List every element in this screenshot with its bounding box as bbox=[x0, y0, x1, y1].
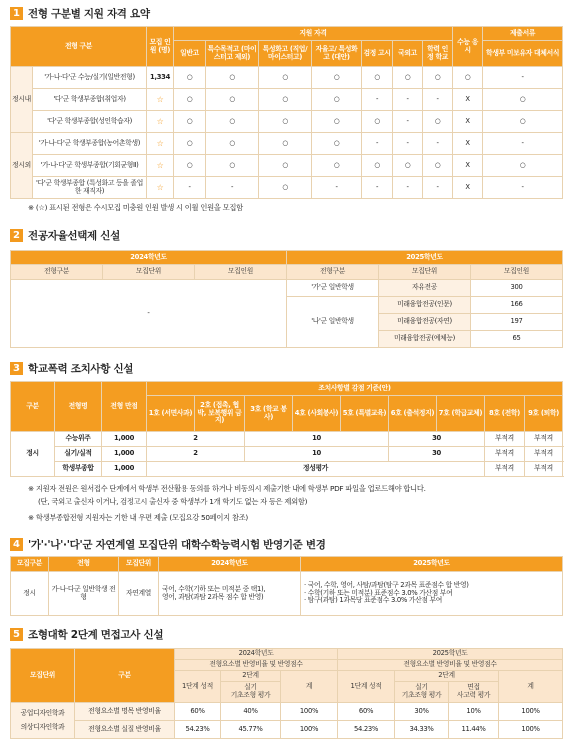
value: 10% bbox=[449, 703, 499, 721]
unit: 미래융합전공(예체능) bbox=[379, 331, 471, 348]
deduction: 부적격 bbox=[525, 432, 563, 447]
qualification-table bbox=[10, 26, 563, 199]
col-header-main: 실기 bbox=[415, 683, 428, 692]
col-header bbox=[395, 682, 449, 703]
cell: ○ bbox=[206, 67, 259, 89]
col-header-main: 면접 bbox=[467, 683, 480, 692]
header-sub: 5호 (특별교육) bbox=[341, 396, 389, 432]
cell: ○ bbox=[259, 133, 312, 155]
cell: - bbox=[423, 133, 453, 155]
year-header: 2024학년도 bbox=[175, 649, 338, 660]
cell: ○ bbox=[174, 67, 206, 89]
section-title: 전형 구분별 지원 자격 요약 bbox=[28, 8, 150, 20]
header-criteria: 조치사항별 감점 기준(안) bbox=[147, 382, 563, 396]
col-header: 모집단위 bbox=[119, 557, 159, 572]
cell: ○ bbox=[174, 89, 206, 111]
cell: ○ bbox=[362, 67, 393, 89]
group-label: 정시외 bbox=[11, 133, 33, 199]
note: (단, 국외고 출신자 이거나, 검정고시 출신자 중 학생부가 1개 학기도 없는 자 등은 제외함) bbox=[38, 497, 308, 506]
table-row bbox=[11, 111, 563, 133]
unit: 자유전공 bbox=[379, 280, 471, 297]
col-header: 모집구분 bbox=[11, 557, 49, 572]
cell: ○ bbox=[312, 133, 362, 155]
cell: - bbox=[483, 177, 563, 199]
value: 34.33% bbox=[395, 721, 449, 739]
table-row bbox=[11, 432, 563, 447]
interview-table bbox=[10, 648, 563, 739]
unit: 미래융합전공(인문) bbox=[379, 297, 471, 314]
col-header-sub: 사고력 평가 bbox=[456, 691, 491, 699]
full-score: 1,000 bbox=[102, 432, 147, 447]
count: 300 bbox=[471, 280, 563, 297]
note: ※ 지원자 전원은 원서접수 단계에서 학생부 전산활용 동의를 하거나 비동의시 제출기한 내에 학생부 PDF 파일을 업로드해야 합니다. bbox=[28, 484, 426, 493]
header-full: 전형 만점 bbox=[102, 382, 147, 432]
cell: ○ bbox=[312, 155, 362, 177]
quota: ☆ bbox=[147, 177, 174, 199]
deduction: 부적격 bbox=[485, 462, 525, 477]
value: 45.77% bbox=[221, 721, 281, 739]
cell: ○ bbox=[423, 155, 453, 177]
deduction: 부적격 bbox=[485, 447, 525, 462]
cell: X bbox=[453, 89, 483, 111]
section-title: '가'·'나'·'다'군 자연계열 모집단위 대학수학능력시험 반영기준 변경 bbox=[28, 539, 326, 551]
rule-line: · 국어, 수학, 영어, 사탐/과탐(탐구 2과목 표준점수 합 반영) bbox=[304, 580, 469, 589]
col-header: 모집인원 bbox=[471, 265, 563, 280]
cell: - bbox=[362, 177, 393, 199]
cell: ○ bbox=[206, 133, 259, 155]
ratio-header: 전형요소별 반영비율 및 반영점수 bbox=[338, 660, 563, 671]
rule-line: · 탐구(과탐) 1과목당 표준점수 3.0% 가산점 부여 bbox=[304, 596, 443, 605]
unit: 미래융합전공(자연) bbox=[379, 314, 471, 331]
table-row bbox=[11, 67, 563, 89]
note: ※ 학생부종합전형 지원자는 기한 내 우편 제출 (모집요강 50페이지 참조) bbox=[28, 513, 248, 522]
value: 54.23% bbox=[338, 721, 395, 739]
table-row bbox=[11, 133, 563, 155]
csat-table bbox=[10, 556, 563, 616]
header-sub: 특성화고 (직업/ 마이스터고) bbox=[259, 41, 312, 67]
header-sub: 4호 (사회봉사) bbox=[293, 396, 341, 432]
cell: ○ bbox=[423, 67, 453, 89]
section-number: 3 bbox=[10, 362, 23, 375]
header-csat: 수능 응시 bbox=[453, 27, 483, 67]
rule-2024 bbox=[159, 572, 301, 616]
cell: ○ bbox=[259, 177, 312, 199]
col-header-sub: 기초조형 평가 bbox=[230, 691, 271, 699]
type-name: '가·나·다'군 학생부종합(기회균형Ⅱ) bbox=[33, 155, 147, 177]
rule-2025 bbox=[301, 572, 563, 616]
section-title: 학교폭력 조치사항 신설 bbox=[28, 363, 134, 375]
col-header bbox=[221, 682, 281, 703]
rule-line: · 수학(기하 또는 미적분) 표준점수 3.0% 가산점 부여 bbox=[304, 588, 453, 597]
value: 30% bbox=[395, 703, 449, 721]
empty-2024: - bbox=[11, 280, 287, 348]
cell: - bbox=[393, 111, 423, 133]
row-label: 전형요소별 실질 반영비율 bbox=[75, 721, 175, 739]
section-number: 2 bbox=[10, 229, 23, 242]
col-header: 2025학년도 bbox=[301, 557, 563, 572]
cell: ○ bbox=[312, 89, 362, 111]
cell: - bbox=[423, 177, 453, 199]
unit-name: 공업디자인학과 bbox=[20, 708, 65, 717]
quota: 1,334 bbox=[147, 67, 174, 89]
type-name: '가·나·다'군 수능/실기(일반전형) bbox=[33, 67, 147, 89]
cell: ○ bbox=[393, 67, 423, 89]
cell: ○ bbox=[483, 155, 563, 177]
row-label: 전형요소별 명목 반영비율 bbox=[75, 703, 175, 721]
deduction: 2 bbox=[147, 447, 245, 462]
header-sub: 학력 인정 학교 bbox=[423, 41, 453, 67]
section-number: 5 bbox=[10, 628, 23, 641]
cell: - bbox=[312, 177, 362, 199]
cell: ○ bbox=[362, 155, 393, 177]
value: 60% bbox=[175, 703, 221, 721]
header-sub: 2호 (접촉, 협박, 보복행위 금지) bbox=[195, 396, 245, 432]
header-sub: 3호 (학교 봉사) bbox=[245, 396, 293, 432]
header-sub: 6호 (출석정지) bbox=[389, 396, 437, 432]
cell: - bbox=[483, 133, 563, 155]
value: 11.44% bbox=[449, 721, 499, 739]
full-score: 1,000 bbox=[102, 462, 147, 477]
header-sub: 검정 고시 bbox=[362, 41, 393, 67]
stage-header: 2단계 bbox=[221, 671, 281, 682]
cell: ○ bbox=[174, 155, 206, 177]
deduction: 30 bbox=[389, 432, 485, 447]
cell: - bbox=[174, 177, 206, 199]
type-name: '다'군 학생부종합 (특성화고 등을 졸업한 재직자) bbox=[33, 177, 147, 199]
count: 197 bbox=[471, 314, 563, 331]
major-table bbox=[10, 250, 563, 348]
cell: - bbox=[393, 177, 423, 199]
cell: ○ bbox=[259, 89, 312, 111]
value: 100% bbox=[499, 703, 563, 721]
year-header: 2025학년도 bbox=[338, 649, 563, 660]
cell: ○ bbox=[206, 155, 259, 177]
quota: ☆ bbox=[147, 155, 174, 177]
cell: ○ bbox=[174, 111, 206, 133]
type-name: '가·나·다'군 학생부종합(농어촌학생) bbox=[33, 133, 147, 155]
cell: X bbox=[453, 133, 483, 155]
section-3-heading bbox=[10, 361, 133, 376]
unit-name: 의상디자인학과 bbox=[20, 722, 65, 731]
section-title: 전공자율선택제 신설 bbox=[28, 230, 120, 242]
table-row bbox=[11, 280, 563, 297]
unit-cell bbox=[11, 703, 75, 739]
deduction: 부적격 bbox=[485, 432, 525, 447]
section-2-heading bbox=[10, 228, 120, 243]
header-docs: 제출서류 bbox=[483, 27, 563, 41]
cell: - bbox=[206, 177, 259, 199]
col-header: 모집단위 bbox=[379, 265, 471, 280]
col-header: 1단계 성적 bbox=[175, 671, 221, 703]
quota: ☆ bbox=[147, 89, 174, 111]
type-name: 학생부종합 bbox=[55, 462, 102, 477]
header-sub: 9호 (퇴학) bbox=[525, 396, 563, 432]
value: 54.23% bbox=[175, 721, 221, 739]
year-header: 2025학년도 bbox=[287, 251, 563, 265]
col-header-main: 실기 bbox=[244, 683, 257, 692]
header-sub: 자율고/ 특성화고 (대안) bbox=[312, 41, 362, 67]
cell: ○ bbox=[259, 155, 312, 177]
year-header: 2024학년도 bbox=[11, 251, 287, 265]
value: 40% bbox=[221, 703, 281, 721]
table-row bbox=[11, 177, 563, 199]
cell: X bbox=[453, 177, 483, 199]
deduction: 10 bbox=[245, 447, 389, 462]
value: 100% bbox=[281, 703, 338, 721]
cell: ○ bbox=[393, 155, 423, 177]
cell: ○ bbox=[174, 133, 206, 155]
col-header: 모집인원 bbox=[195, 265, 287, 280]
school-violence-table bbox=[10, 381, 563, 477]
ratio-header: 전형요소별 반영비율 및 반영점수 bbox=[175, 660, 338, 671]
cell: - bbox=[483, 67, 563, 89]
group-label: '나'군 일반학생 bbox=[287, 297, 379, 348]
section-number: 1 bbox=[10, 7, 23, 20]
cell: ○ bbox=[423, 111, 453, 133]
cell: - bbox=[423, 89, 453, 111]
cell: X bbox=[453, 111, 483, 133]
header-type: 전형명 bbox=[55, 382, 102, 432]
cell: - bbox=[393, 89, 423, 111]
table-row bbox=[11, 703, 563, 721]
quota: ☆ bbox=[147, 111, 174, 133]
cell: ○ bbox=[206, 89, 259, 111]
cell: ○ bbox=[483, 111, 563, 133]
header-sub: 학생부 미보유자 대체서식 bbox=[483, 41, 563, 67]
note: ※ (☆) 표시된 전형은 수시모집 미충원 인원 발생 시 이월 인원을 모집함 bbox=[28, 203, 243, 212]
quota: ☆ bbox=[147, 133, 174, 155]
cell: ○ bbox=[259, 111, 312, 133]
section-4-heading bbox=[10, 537, 326, 552]
deduction: 부적격 bbox=[525, 447, 563, 462]
section-number: 4 bbox=[10, 538, 23, 551]
value: 100% bbox=[281, 721, 338, 739]
cell: - bbox=[362, 89, 393, 111]
cell: - bbox=[393, 133, 423, 155]
unit: 자연계열 bbox=[119, 572, 159, 616]
col-header: 전형구분 bbox=[287, 265, 379, 280]
section-5-heading bbox=[10, 627, 163, 642]
col-header: 2024학년도 bbox=[159, 557, 301, 572]
stage-header: 2단계 bbox=[395, 671, 499, 682]
cell: ○ bbox=[453, 67, 483, 89]
col-header: 계 bbox=[499, 671, 563, 703]
header-sub: 8호 (전학) bbox=[485, 396, 525, 432]
header-sub: 7호 (학급교체) bbox=[437, 396, 485, 432]
rule-line: 영어, 과탐(과탐 2과목 점수 합 반영) bbox=[162, 592, 264, 601]
value: 100% bbox=[499, 721, 563, 739]
header-sub: 1호 (서면사과) bbox=[147, 396, 195, 432]
deduction: 30 bbox=[389, 447, 485, 462]
cell: ○ bbox=[259, 67, 312, 89]
col-header: 계 bbox=[281, 671, 338, 703]
full-score: 1,000 bbox=[102, 447, 147, 462]
deduction: 2 bbox=[147, 432, 245, 447]
div-label: 정시 bbox=[11, 572, 49, 616]
group-label: '가'군 일반학생 bbox=[287, 280, 379, 297]
table-row bbox=[11, 462, 563, 477]
count: 166 bbox=[471, 297, 563, 314]
col-header: 모집단위 bbox=[103, 265, 195, 280]
col-header: 1단계 성적 bbox=[338, 671, 395, 703]
header-div: 구분 bbox=[75, 649, 175, 703]
cell: - bbox=[362, 133, 393, 155]
cell: X bbox=[453, 155, 483, 177]
group-label: 정시내 bbox=[11, 67, 33, 133]
col-header: 전형 bbox=[49, 557, 119, 572]
div-label: 정시 bbox=[11, 432, 55, 477]
header-qualification: 지원 자격 bbox=[174, 27, 453, 41]
type-name: 가·나·다군 일반학생 전형 bbox=[49, 572, 119, 616]
count: 65 bbox=[471, 331, 563, 348]
header-unit: 모집단위 bbox=[11, 649, 75, 703]
header-div: 구분 bbox=[11, 382, 55, 432]
col-header: 전형구분 bbox=[11, 265, 103, 280]
cell: ○ bbox=[312, 67, 362, 89]
header-sub: 일반고 bbox=[174, 41, 206, 67]
type-name: '다'군 학생부종합(취업자) bbox=[33, 89, 147, 111]
section-1-heading bbox=[10, 6, 150, 21]
deduction: 10 bbox=[245, 432, 389, 447]
cell: ○ bbox=[483, 89, 563, 111]
table-row bbox=[11, 572, 563, 616]
col-header-sub: 기초조형 평가 bbox=[401, 691, 442, 699]
value: 60% bbox=[338, 703, 395, 721]
col-header bbox=[449, 682, 499, 703]
table-row bbox=[11, 447, 563, 462]
header-sub: 특수목적고 (마이스터고 제외) bbox=[206, 41, 259, 67]
header-quota: 모집 인원 (명) bbox=[147, 27, 174, 67]
cell: ○ bbox=[362, 111, 393, 133]
deduction: 부적격 bbox=[525, 462, 563, 477]
table-row bbox=[11, 89, 563, 111]
cell: ○ bbox=[312, 111, 362, 133]
rule-line: 국어, 수학(기하 또는 미적분 중 택1), bbox=[162, 584, 266, 593]
type-name: '다'군 학생부종합(성인학습자) bbox=[33, 111, 147, 133]
cell: ○ bbox=[206, 111, 259, 133]
section-title: 조형대학 2단계 면접고사 신설 bbox=[28, 629, 164, 641]
type-name: 실기/실적 bbox=[55, 447, 102, 462]
table-row bbox=[11, 721, 563, 739]
header-sub: 국외고 bbox=[393, 41, 423, 67]
table-row bbox=[11, 155, 563, 177]
type-name: 수능위주 bbox=[55, 432, 102, 447]
deduction: 정성평가 bbox=[147, 462, 485, 477]
header-type: 전형 구분 bbox=[11, 27, 147, 67]
